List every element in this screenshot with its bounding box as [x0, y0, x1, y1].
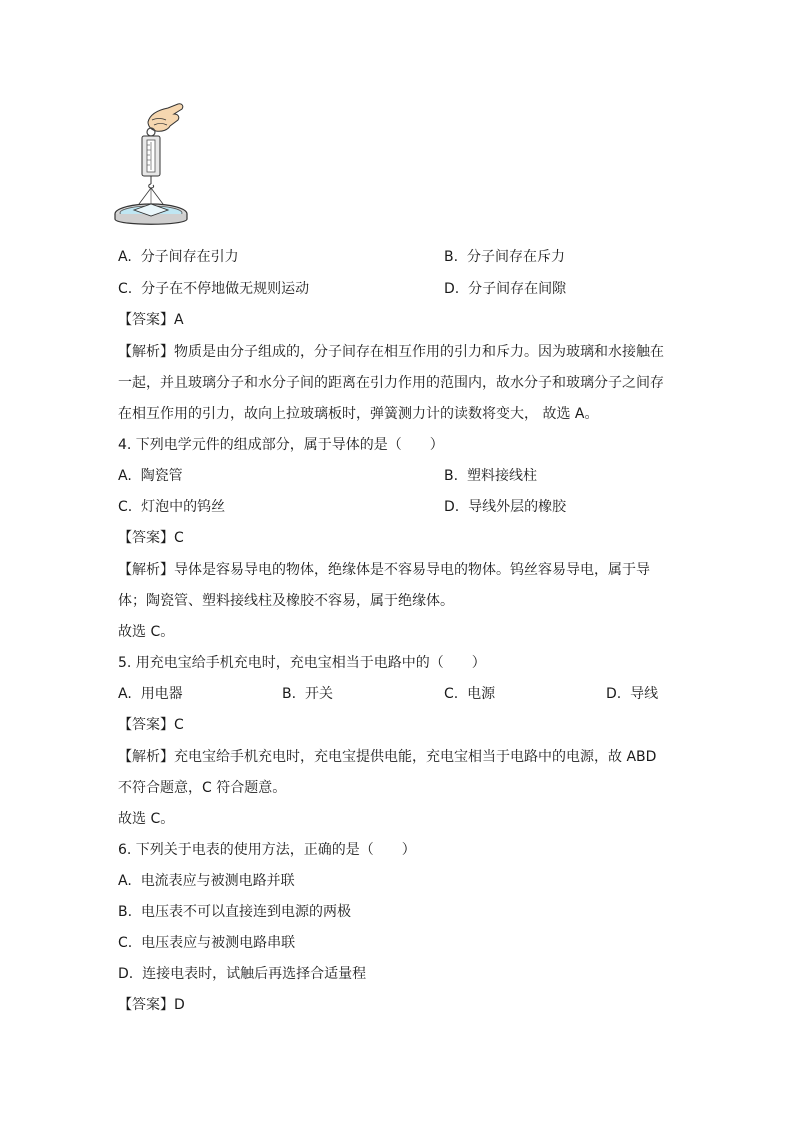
q3-option-b-letter: B.: [444, 249, 459, 265]
q4-option-a-text: 陶瓷管: [140, 468, 183, 484]
q4-option-c-text: 灯泡中的钨丝: [141, 499, 226, 515]
q5-option-d-letter: D.: [606, 686, 622, 702]
q5-analysis: [118, 742, 678, 804]
q5-answer: [118, 715, 184, 735]
q3-option-c-letter: C.: [118, 281, 133, 297]
q5-answer-value: C: [174, 717, 184, 733]
q4-option-c-letter: C.: [118, 499, 133, 515]
q6-option-d-text: 连接电表时，试触后再选择合适量程: [142, 966, 367, 982]
q6-option-d[interactable]: [118, 964, 366, 984]
q4-analysis-line-2: 体；陶瓷管、塑料接线柱及橡胶不容易，属于绝缘体。: [118, 593, 454, 609]
q6-option-a[interactable]: [118, 871, 295, 891]
q4-option-b[interactable]: [444, 466, 537, 486]
q5-option-d-text: 导线: [630, 686, 659, 702]
q3-analysis-line-2: 一起，并且玻璃分子和水分子间的距离在引力作用的范围内，故水分子和玻璃分子之间存: [118, 375, 664, 391]
q4-analysis-tag: 【解析】: [118, 562, 174, 578]
q6-option-c-text: 电压表应与被测电路串联: [141, 935, 296, 951]
q5-option-a-text: 用电器: [140, 686, 183, 702]
q4-stem: 4. 下列电学元件的组成部分，属于导体的是（ ）: [118, 437, 444, 453]
q6-answer-value: D: [174, 997, 185, 1013]
q5-analysis-tag: 【解析】: [118, 749, 174, 765]
q6-option-a-letter: A.: [118, 873, 132, 889]
q3-option-a[interactable]: [118, 247, 239, 267]
q3-analysis-text-1: 物质是由分子组成的，分子间存在相互作用的引力和斥力。因为玻璃和水接触在: [174, 344, 664, 360]
q4-option-d-text: 导线外层的橡胶: [468, 499, 567, 515]
q6-option-c[interactable]: [118, 933, 295, 953]
q3-option-d-text: 分子间存在间隙: [468, 281, 567, 297]
q3-answer-value: A: [174, 312, 184, 328]
q5-analysis-line-1: [118, 742, 678, 773]
q3-analysis-tag: 【解析】: [118, 344, 174, 360]
q3-answer: [118, 310, 184, 330]
q3-answer-tag: 【答案】: [118, 312, 174, 328]
q3-option-c-text: 分子在不停地做无规则运动: [141, 281, 310, 297]
q3-option-d-letter: D.: [444, 281, 460, 297]
q4-answer-value: C: [174, 530, 184, 546]
q4-option-a-letter: A.: [118, 468, 132, 484]
q6-option-b-letter: B.: [118, 904, 133, 920]
q3-analysis-line-3: 在相互作用的引力，故向上拉玻璃板时，弹簧测力计的读数将变大， 故选 A。: [118, 406, 599, 422]
q4-conclusion: 故选 C。: [118, 624, 175, 640]
q3-option-a-letter: A.: [118, 249, 132, 265]
q4-option-d[interactable]: [444, 497, 566, 517]
q4-option-a[interactable]: [118, 466, 183, 486]
q3-option-b[interactable]: [444, 247, 565, 267]
q5-analysis-text-1: 充电宝给手机充电时，充电宝提供电能，充电宝相当于电路中的电源，故 ABD: [174, 749, 657, 765]
q6-option-b-text: 电压表不可以直接连到电源的两极: [140, 904, 351, 920]
q6-answer-tag: 【答案】: [118, 997, 174, 1013]
q5-answer-tag: 【答案】: [118, 717, 174, 733]
q6-option-c-letter: C.: [118, 935, 133, 951]
q5-option-c[interactable]: [444, 684, 495, 704]
q3-option-d[interactable]: [444, 279, 566, 299]
q4-analysis: [118, 555, 678, 617]
q6-option-b[interactable]: [118, 902, 351, 922]
q4-analysis-line-1: [118, 555, 678, 586]
q5-option-b-text: 开关: [304, 686, 333, 702]
q6-option-d-letter: D.: [118, 966, 134, 982]
q4-analysis-text-1: 导体是容易导电的物体，绝缘体是不容易导电的物体。钨丝容易导电，属于导: [174, 562, 650, 578]
q5-option-d[interactable]: [606, 684, 658, 704]
q4-option-c[interactable]: [118, 497, 225, 517]
q5-option-b-letter: B.: [282, 686, 297, 702]
q5-option-a[interactable]: [118, 684, 183, 704]
q3-analysis: [118, 337, 678, 430]
q6-answer: [118, 995, 185, 1015]
q5-conclusion: 故选 C。: [118, 811, 175, 827]
q3-option-b-text: 分子间存在斥力: [466, 249, 565, 265]
q5-analysis-line-2: 不符合题意，C 符合题意。: [118, 780, 287, 796]
q4-answer-tag: 【答案】: [118, 530, 174, 546]
q4-option-b-letter: B.: [444, 468, 459, 484]
q5-option-c-letter: C.: [444, 686, 459, 702]
q6-option-a-text: 电流表应与被测电路并联: [140, 873, 295, 889]
q4-answer: [118, 528, 184, 548]
q3-analysis-line-1: [118, 337, 678, 368]
q4-option-d-letter: D.: [444, 499, 460, 515]
q3-option-a-text: 分子间存在引力: [140, 249, 239, 265]
q4-option-b-text: 塑料接线柱: [466, 468, 537, 484]
q5-option-b[interactable]: [282, 684, 333, 704]
q5-stem: 5. 用充电宝给手机充电时，充电宝相当于电路中的（ ）: [118, 655, 486, 671]
spring-scale-glass-plate-on-water-icon: [112, 100, 192, 232]
q5-option-c-text: 电源: [467, 686, 496, 702]
q5-option-a-letter: A.: [118, 686, 132, 702]
q6-stem: 6. 下列关于电表的使用方法，正确的是（ ）: [118, 842, 416, 858]
q3-option-c[interactable]: [118, 279, 309, 299]
